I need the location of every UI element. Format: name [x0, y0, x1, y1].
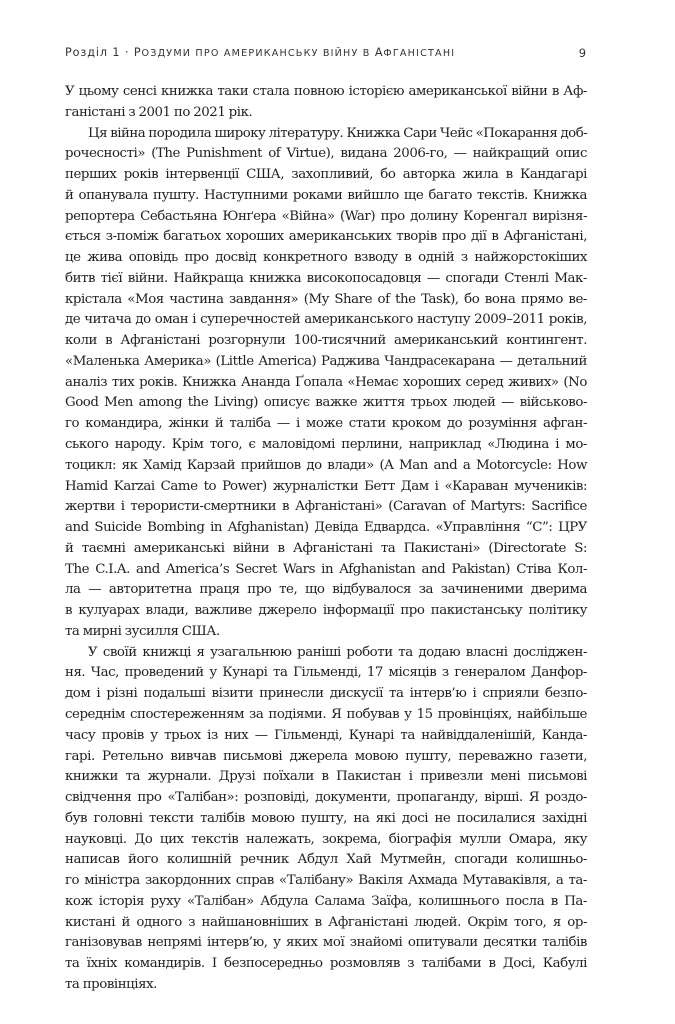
title-place-initial: А — [374, 46, 384, 59]
paragraph — [65, 643, 587, 996]
text-line: ганістані з 2001 по 2021 рік. — [65, 104, 253, 120]
text-line: був головні тексти талібів мовою пушту, на які досі не посилалися західні — [65, 810, 587, 826]
text-line: це жива оповідь про досвід конкретного взводу в одній з найжорстокіших — [65, 250, 587, 266]
text-line: «Маленька Америка» (Little America) Раджива Чандрасекарана — детальний — [65, 353, 587, 369]
text-line: кистані й одного з найшановніших в Афганістані людей. Окрім того, я ор- — [65, 914, 587, 930]
text-line: ського народу. Крім того, є маловідомі перлини, наприклад «Людина і мо- — [65, 437, 587, 453]
text-line: та мирні зусилля США. — [65, 623, 220, 639]
text-line: науковці. До цих текстів належать, зокрема, біографія мулли Омара, яку — [65, 831, 587, 847]
text-line: ганізовував непрямі інтерв’ю, у яких мої знайомі опитували десятки талібів — [65, 935, 587, 951]
text-line: написав його колишній речник Абдул Хай Мутмейн, спогади колишньо- — [65, 852, 587, 868]
paragraph — [65, 82, 587, 124]
text-line: рочесності» (The Punishment of Virtue), видана 2006-го, — найкращий опис — [65, 146, 587, 162]
text-line: де читача до оман і суперечностей американського наступу 2009–2011 років, — [65, 312, 587, 328]
text-line: го міністра закордонних справ «Талібану» Вакіля Ахмада Мутаваківля, а та- — [65, 873, 587, 889]
text-line: й опанувала пушту. Наступними роками вийшло ще багато текстів. Книжка — [65, 187, 587, 203]
chapter-label: Розділ 1 — [65, 46, 121, 59]
text-line: коли в Афганістані розгорнули 100-тисячний американський контингент. — [65, 333, 587, 349]
text-line: середнім спостереженням за подіями. Я побував у 15 провінціях, найбільше — [65, 706, 587, 722]
text-line: аналіз тих років. Книжка Ананда Ґопала «Немає хороших серед живих» (No — [65, 374, 587, 390]
text-line: свідчення про «Талібан»: розповіді, документи, пропаганду, вірші. Я роздо- — [65, 790, 587, 806]
text-line: тоцикл: як Хамід Карзай прийшов до влади» (A Man and a Motorcycle: How — [65, 457, 587, 473]
text-line: репортера Себастьяна Юнґера «Війна» (War) про долину Коренгал вирізня- — [65, 208, 587, 224]
running-head-title — [65, 46, 455, 59]
text-line: гарі. Ретельно вивчав письмові джерела мовою пушту, переважно газети, — [65, 748, 587, 764]
text-line: в кулуарах влади, важливе джерело інформації про пакистанську політику — [65, 603, 587, 619]
text-line: й таємні американські війни в Афганістані та Пакистані» (Directorate S: — [65, 540, 587, 556]
text-line: ла — авторитетна праця про те, що відбувалося за зачиненими дверима — [65, 582, 587, 598]
text-line: У своїй книжці я узагальнюю раніші роботи та додаю власні досліджен- — [88, 644, 587, 660]
paragraph — [65, 124, 587, 643]
page-number: 9 — [578, 46, 587, 60]
text-line: and Suicide Bombing in Afghanistan) Девіда Едвардса. «Управління “С”: ЦРУ — [65, 520, 587, 536]
text-line: перших років інтервенції США, захопливий, бо авторка жила в Кандагарі — [65, 167, 587, 183]
text-line: крістала «Моя частина завдання» (My Share of the Task), бо вона прямо ве- — [65, 291, 587, 307]
running-head — [65, 46, 587, 62]
text-line: книжки та журнали. Друзі поїхали в Пакистан і привезли мені письмові — [65, 769, 587, 785]
text-line: жертви і терористи-смертники в Афганістані» (Caravan of Martyrs: Sacrifice — [65, 499, 587, 515]
title-smallcaps: ОЗДУМИ ПРО АМЕРИКАНСЬКУ ВІЙНУ В — [141, 48, 375, 59]
text-line: та їхніх командирів. І безпосередньо розмовляв з талібами в Досі, Кабулі — [65, 956, 587, 972]
title-place-smallcaps: ФГАНІСТАНІ — [383, 48, 456, 59]
body-text — [65, 82, 587, 996]
text-line: часу провів у трьох із них — Гільменді, Кунарі та найвіддаленішій, Канда- — [65, 727, 587, 743]
text-line: Hamid Karzai Came to Power) журналістки Бетт Дам і «Караван мучеників: — [65, 478, 587, 494]
text-line: дом і різні подальші візити принесли дискусії та інтерв’ю і сприяли безпо- — [65, 686, 587, 702]
text-line: кож історія руху «Талібан» Абдула Салама Заїфа, колишнього посла в Па- — [65, 893, 587, 909]
text-line: го командира, жінки й таліба — і може стати кроком до розуміння афган- — [65, 416, 587, 432]
text-line: ня. Час, проведений у Кунарі та Гільменді, 17 місяців з генералом Данфор- — [65, 665, 587, 681]
text-line: та провінціях. — [65, 976, 157, 992]
text-line: The C.I.A. and America’s Secret Wars in Afghanistan and Pakistan) Стіва Кол- — [65, 561, 587, 577]
text-line: У цьому сенсі книжка таки стала повною історією американської війни в Аф- — [65, 84, 587, 99]
text-line: Good Men among the Living) описує важке життя трьох людей — військово- — [65, 395, 587, 411]
text-line: битв тієї війни. Найкраща книжка високопосадовця — спогади Стенлі Мак- — [65, 270, 587, 286]
title-initial: Р — [133, 46, 142, 59]
separator-dot: · — [124, 46, 130, 59]
text-line: ється з-поміж багатьох хороших американських творів про дії в Афганістані, — [65, 229, 587, 245]
text-line: Ця війна породила широку літературу. Книжка Сари Чейс «Покарання доб- — [88, 125, 588, 141]
